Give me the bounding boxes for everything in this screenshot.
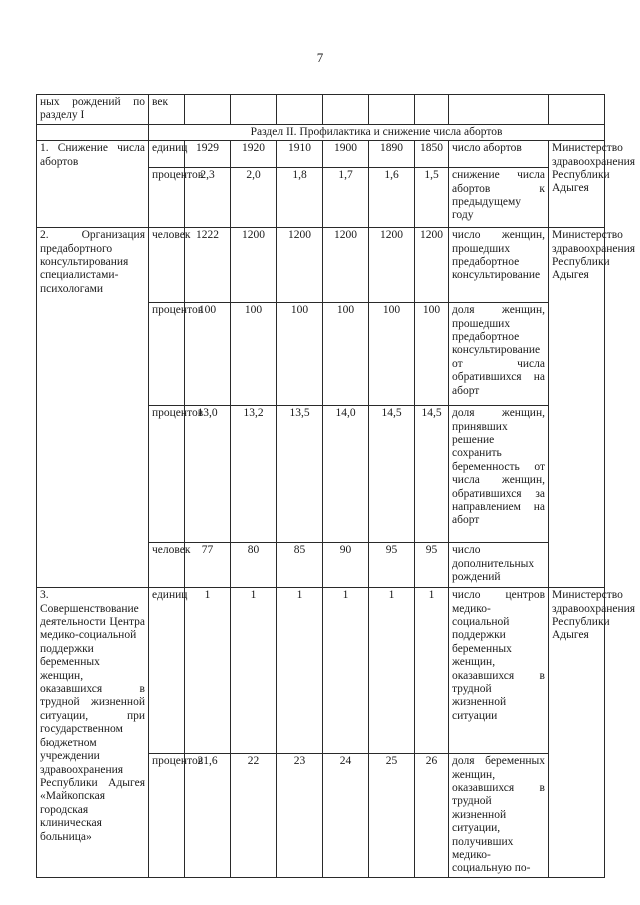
value-cell: 100 <box>369 303 415 406</box>
value-cell: 1200 <box>323 228 369 303</box>
unit-cell: век <box>149 95 185 125</box>
value-cell: 14,0 <box>323 406 369 543</box>
unit-cell: процентов <box>149 406 185 543</box>
value-cell: 1 <box>231 588 277 754</box>
value-cell: 2,3 <box>185 168 231 228</box>
executor-cell: Министерство здравоохранения Республики Адыгея <box>549 228 605 588</box>
value-cell: 25 <box>369 754 415 878</box>
value-cell: 1,6 <box>369 168 415 228</box>
table-row <box>37 588 605 754</box>
value-cell: 100 <box>323 303 369 406</box>
value-cell: 1 <box>185 588 231 754</box>
value-cell: 90 <box>323 543 369 588</box>
value-cell: 13,2 <box>231 406 277 543</box>
measure-name: 3. Совершенствование деятельности Центра медико-социальной поддержки беременных женщин, оказавшихся в трудной жизненной ситуации, при государственном бюджетном учреждении здравоохранения Республики Адыгея «Майкопская городская клиническая больница» <box>37 588 149 878</box>
value-cell: 24 <box>323 754 369 878</box>
value-cell: 14,5 <box>415 406 449 543</box>
measure-name: 1. Снижение числа абортов <box>37 141 149 228</box>
value-cell: 85 <box>277 543 323 588</box>
unit-cell: процентов <box>149 754 185 878</box>
value-cell: 23 <box>277 754 323 878</box>
value-cell: 1929 <box>185 141 231 168</box>
value-cell: 100 <box>231 303 277 406</box>
value-cell: 1920 <box>231 141 277 168</box>
indicator-cell: доля женщин, принявших решение сохранить беременность от числа женщин, обратившихся за направлением на аборт <box>449 406 549 543</box>
value-cell: 1 <box>277 588 323 754</box>
unit-cell: единиц <box>149 141 185 168</box>
value-cell: 1222 <box>185 228 231 303</box>
indicator-cell: доля беременных женщин, оказавшихся в трудной жизненной ситуации, получивших медико-социальную по- <box>449 754 549 878</box>
value-cell: 1,7 <box>323 168 369 228</box>
indicator-cell: снижение числа абортов к предыдущему году <box>449 168 549 228</box>
unit-cell: единиц <box>149 588 185 754</box>
value-cell: 80 <box>231 543 277 588</box>
value-cell: 22 <box>231 754 277 878</box>
value-cell: 1910 <box>277 141 323 168</box>
value-cell: 2,0 <box>231 168 277 228</box>
indicator-cell: число дополнительных рождений <box>449 543 549 588</box>
indicator-cell: число абортов <box>449 141 549 168</box>
value-cell: 1200 <box>277 228 323 303</box>
table-row <box>37 228 605 303</box>
value-cell: 1890 <box>369 141 415 168</box>
indicator-cell: число центров медико-социальной поддержки беременных женщин, оказавшихся в трудной жизненной ситуации <box>449 588 549 754</box>
value-cell: 1850 <box>415 141 449 168</box>
value-cell: 1200 <box>231 228 277 303</box>
value-cell: 1200 <box>415 228 449 303</box>
page-number: 7 <box>316 50 324 65</box>
value-cell: 1900 <box>323 141 369 168</box>
indicator-cell: число женщин, прошедших предабортное консультирование <box>449 228 549 303</box>
table-row <box>37 141 605 168</box>
section-header-row <box>37 124 605 140</box>
value-cell: 100 <box>277 303 323 406</box>
row-name-cell: ных рождений по разделу I <box>37 95 149 125</box>
section-title: Раздел II. Профилактика и снижение числа абортов <box>149 124 605 140</box>
executor-cell: Министерство здравоохранения Республики Адыгея <box>549 141 605 228</box>
unit-cell: человек <box>149 228 185 303</box>
value-cell: 100 <box>185 303 231 406</box>
value-cell: 21,6 <box>185 754 231 878</box>
value-cell: 13,5 <box>277 406 323 543</box>
value-cell: 95 <box>415 543 449 588</box>
measure-name: 2. Организация предабортного консультирования специалистами-психологами <box>37 228 149 588</box>
unit-cell: человек <box>149 543 185 588</box>
value-cell: 1 <box>369 588 415 754</box>
value-cell: 1 <box>323 588 369 754</box>
unit-cell: процентов <box>149 303 185 406</box>
value-cell: 13,0 <box>185 406 231 543</box>
unit-cell: процентов <box>149 168 185 228</box>
value-cell: 26 <box>415 754 449 878</box>
value-cell: 1,5 <box>415 168 449 228</box>
program-table <box>36 94 636 878</box>
value-cell: 100 <box>415 303 449 406</box>
value-cell: 77 <box>185 543 231 588</box>
table-row <box>37 95 605 125</box>
value-cell: 1 <box>415 588 449 754</box>
indicator-cell: доля женщин, прошедших предабортное консультирование от числа обратившихся на аборт <box>449 303 549 406</box>
value-cell: 1200 <box>369 228 415 303</box>
value-cell: 95 <box>369 543 415 588</box>
value-cell: 1,8 <box>277 168 323 228</box>
executor-cell: Министерство здравоохранения Республики Адыгея <box>549 588 605 878</box>
value-cell: 14,5 <box>369 406 415 543</box>
